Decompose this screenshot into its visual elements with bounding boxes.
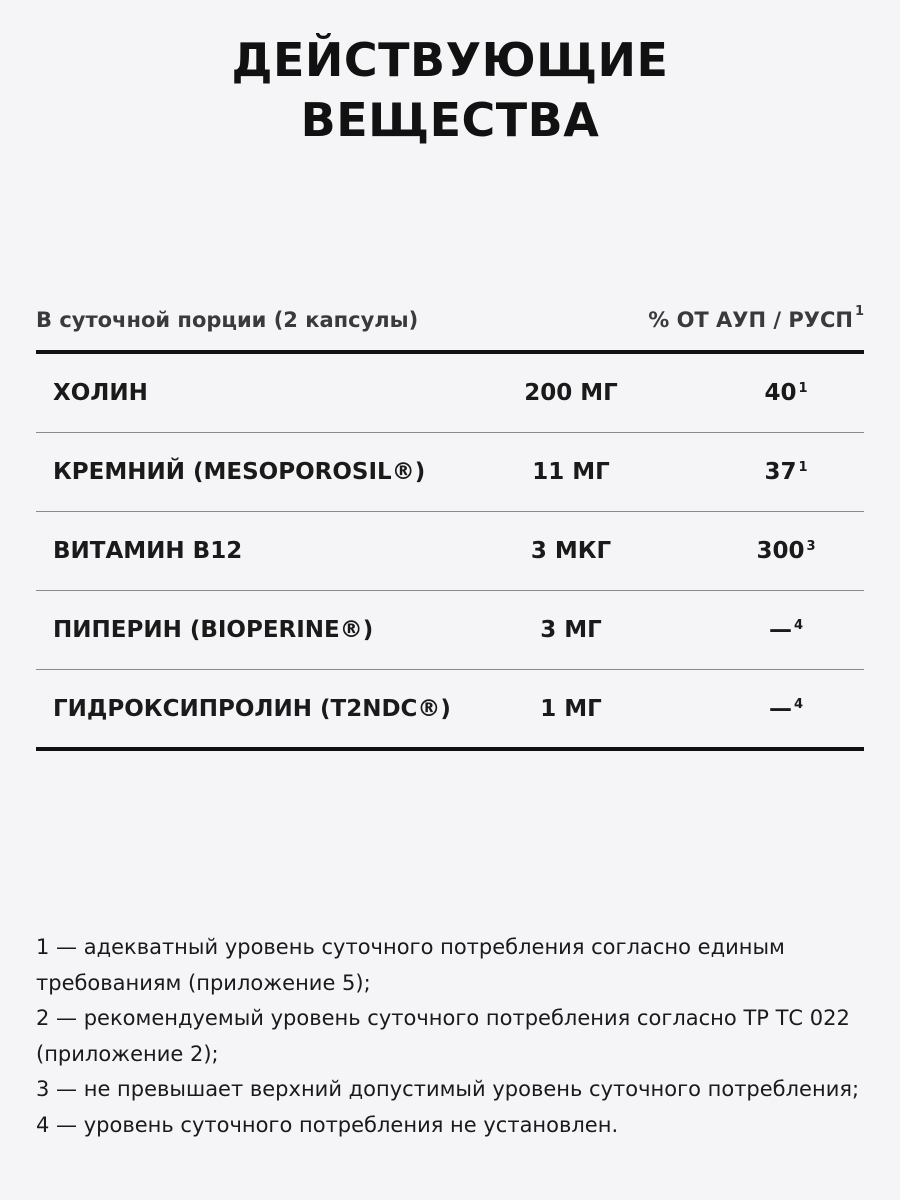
percent-value: — (768, 696, 792, 722)
table-header (36, 300, 864, 340)
percent-value: 37 (764, 459, 797, 485)
ingredient-name: ПИПЕРИН (BIOPERINE®) (53, 617, 374, 643)
title-line-1: ДЕЙСТВУЮЩИЕ (231, 33, 669, 87)
serving-label: В суточной порции (2 капсулы) (36, 308, 419, 332)
ingredient-amount: 3 МГ (540, 617, 602, 643)
footnote-4: 4 — уровень суточного потребления не установлен. (36, 1112, 619, 1137)
percent-value: — (768, 617, 792, 643)
ingredient-percent (696, 591, 876, 669)
page-title (0, 30, 900, 150)
table-row (36, 433, 864, 512)
table-row (36, 670, 864, 747)
footnote-2: 2 — рекомендуемый уровень суточного потребления согласно ТР ТС 022 (приложение 2); (36, 1006, 850, 1066)
percent-header-label: % ОТ АУП / РУСП (648, 308, 853, 332)
ingredient-percent (696, 354, 876, 432)
percent-sup: 3 (806, 539, 816, 554)
ingredients-table (36, 350, 864, 751)
footnote-3: 3 — не превышает верхний допустимый уровень суточного потребления; (36, 1077, 860, 1101)
ingredient-amount: 1 МГ (540, 696, 602, 722)
percent-sup: 4 (793, 697, 804, 712)
percent-value: 40 (764, 380, 797, 406)
footnote-1: 1 — адекватный уровень суточного потребления согласно единым требованиям (приложение 5); (36, 935, 785, 995)
percent-sup: 1 (798, 460, 808, 475)
ingredient-name: ХОЛИН (53, 380, 148, 406)
percent-sup: 4 (793, 618, 804, 633)
percent-header (648, 304, 864, 332)
table-row (36, 512, 864, 591)
ingredient-amount: 11 МГ (532, 459, 610, 485)
title-line-2: ВЕЩЕСТВА (300, 93, 600, 147)
percent-value: 300 (756, 538, 805, 564)
ingredient-percent (696, 512, 876, 590)
table-row (36, 354, 864, 433)
ingredient-name: ГИДРОКСИПРОЛИН (T2NDC®) (53, 696, 451, 722)
ingredient-amount: 3 МКГ (530, 538, 612, 564)
table-row (36, 591, 864, 670)
percent-header-sup: 1 (854, 304, 864, 319)
ingredient-percent (696, 670, 876, 748)
footnotes (36, 930, 864, 1143)
ingredient-percent (696, 433, 876, 511)
ingredient-name: КРЕМНИЙ (MESOPOROSIL®) (53, 459, 426, 485)
ingredient-amount: 200 МГ (524, 380, 618, 406)
percent-sup: 1 (798, 381, 808, 396)
ingredient-name: ВИТАМИН В12 (53, 538, 243, 564)
